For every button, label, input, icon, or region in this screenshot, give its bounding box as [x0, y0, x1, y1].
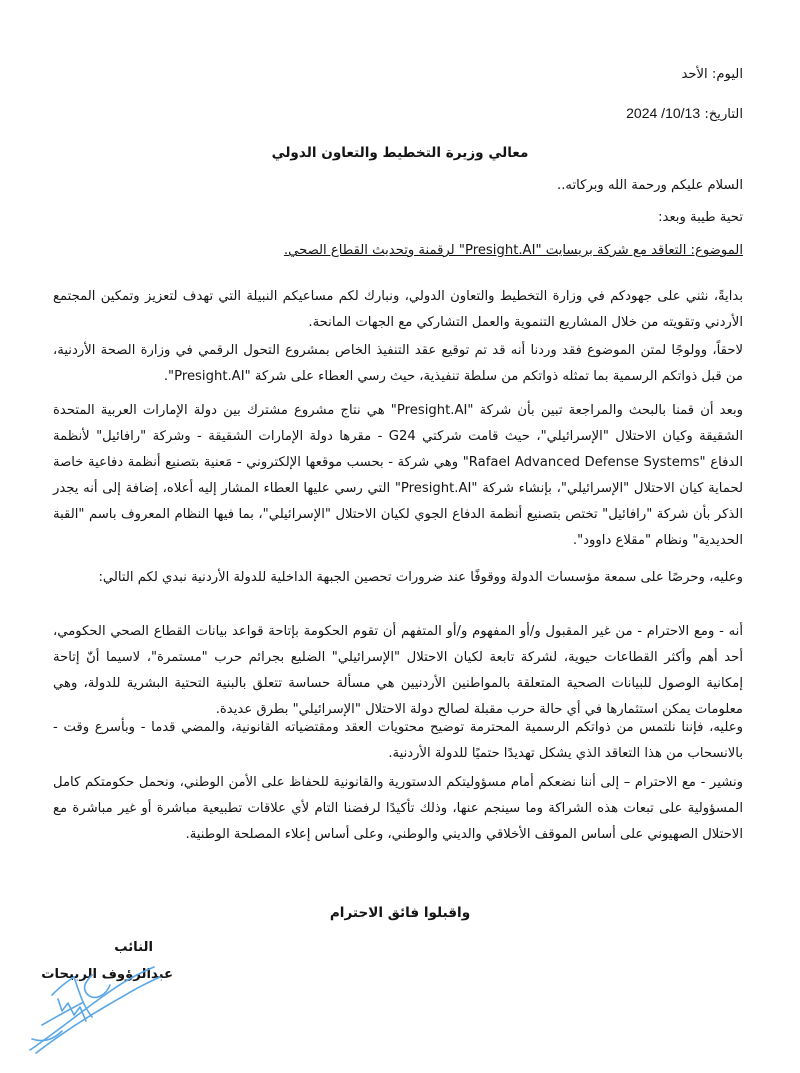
- body-paragraph: بدايةً، نثني على جهودكم في وزارة التخطيط والتعاون الدولي، ونبارك لكم مساعيكم النبيلة التي تهدف لتعزيز وتمكين المجتمع الأردني وتقويته من خلال المشاريع التنموية والعمل التشاركي مع الجهات المانحة.: [53, 289, 743, 330]
- body-paragraph: وعليه، فإننا نلتمس من ذواتكم الرسمية المحترمة توضيح محتويات العقد ومقتضياته القانونية، والمضي قدما - وبأسرع وقت - بالانسحاب من هذا التعاقد الذي يشكل تهديدًا حتميًا للدولة الأردنية.: [53, 720, 743, 761]
- date-line: [626, 100, 743, 128]
- day-line: اليوم: الأحد: [681, 67, 743, 82]
- date-label: التاريخ:: [704, 107, 743, 122]
- subject-line: الموضوع: التعاقد مع شركة بريسايت "Presight.AI" لرقمنة وتحديث القطاع الصحي.: [283, 243, 743, 258]
- body-paragraph: أنه - ومع الاحترام - من غير المقبول و/أو المفهوم و/أو المتفهم أن تقوم الحكومة بإتاحة قواعد بيانات القطاع الصحي الحكومي، أحد أهم وأكثر القطاعات حيوية، لشركة تابعة لكيان الاحتلال "الإسرائيلي" الضليع بجرائم حرب "مستمرة"، لاسيما أنّ إتاحة إمكانية الوصول للبيانات الصحية المتعلقة بالمواطنين الأردنيين هي مسألة حساسة تتعلق بالبنية التحتية البشرية للدولة، وهي معلومات يمكن استثمارها في أي حالة حرب مقبلة لصالح دولة الاحتلال "الإسرائيلي" بطرق عديدة.: [53, 624, 743, 717]
- salutation-line: تحية طيبة وبعد:: [658, 210, 743, 225]
- body-paragraph: لاحقاً، وولوجًا لمتن الموضوع فقد وردنا أنه قد تم توقيع عقد التنفيذ الخاص بمشروع التحول الرقمي في وزارة الصحة الأردنية، من قبل ذواتكم الرسمية بما تمثله ذواتكم من سلطة تنفيذية، حيث رسي العطاء على شركة "Presight.AI".: [53, 343, 743, 384]
- body-paragraph: ونشير - مع الاحترام – إلى أننا نضعكم أمام مسؤوليتكم الدستورية والقانونية للحفاظ على الأمن الوطني، ونحمل حكومتكم كامل المسؤولية على تبعات هذه الشراكة وما سينجم عنها، وذلك تأكيدًا لرفضنا التام لأي علاقات تطبيعية مباشرة أو غير مباشرة مع الاحتلال الصهيوني على أساس الموقف الأخلاقي والديني والوطني، وعلى أساس إعلاء المصلحة الوطنية.: [53, 775, 743, 842]
- date-value: 2024 /10/13: [626, 105, 701, 121]
- signer-title: النائب: [114, 940, 153, 955]
- handwritten-signature-icon: [22, 955, 172, 1060]
- body-paragraph: وعليه، وحرصًا على سمعة مؤسسات الدولة ووقوفًا عند ضرورات تحصين الجبهة الداخلية للدولة الأردنية نبدي لكم التالي:: [98, 570, 743, 585]
- addressee-heading: معالي وزيرة التخطيط والتعاون الدولي: [271, 145, 529, 161]
- closing-line: واقبلوا فائق الاحترام: [329, 905, 471, 921]
- greeting-line: السلام عليكم ورحمة الله وبركاته..: [557, 178, 743, 193]
- signer-name: عبدالرؤوف الربيحات: [41, 967, 173, 982]
- body-paragraph: وبعد أن قمنا بالبحث والمراجعة تبين بأن شركة "Presight.AI" هي نتاج مشروع مشترك بين دولة الإمارات العربية المتحدة الشقيقة وكيان الاحتلال "الإسرائيلي"، حيث قامت شركتي G24 - مقرها دولة الإمارات الشقيقة - وشركة "رافائيل" لأنظمة الدفاع "Rafael Advanced Defense Systems" وهي شركة - بحسب موقعها الإلكتروني - مَعنية بتصنيع أنظمة دفاعية خاصة لحماية كيان الاحتلال "الإسرائيلي"، بإنشاء شركة "Presight.AI" التي رسي عليها العطاء المشار إليه أعلاه، إضافة إلى أنه يجدر الذكر بأن شركة "رافائيل" تختص بتصنيع أنظمة الدفاع الجوي لكيان الاحتلال "الإسرائيلي"، بما فيها النظام المعروف باسم "القبة الحديدية" ونظام "مقلاع داوود".: [53, 403, 743, 548]
